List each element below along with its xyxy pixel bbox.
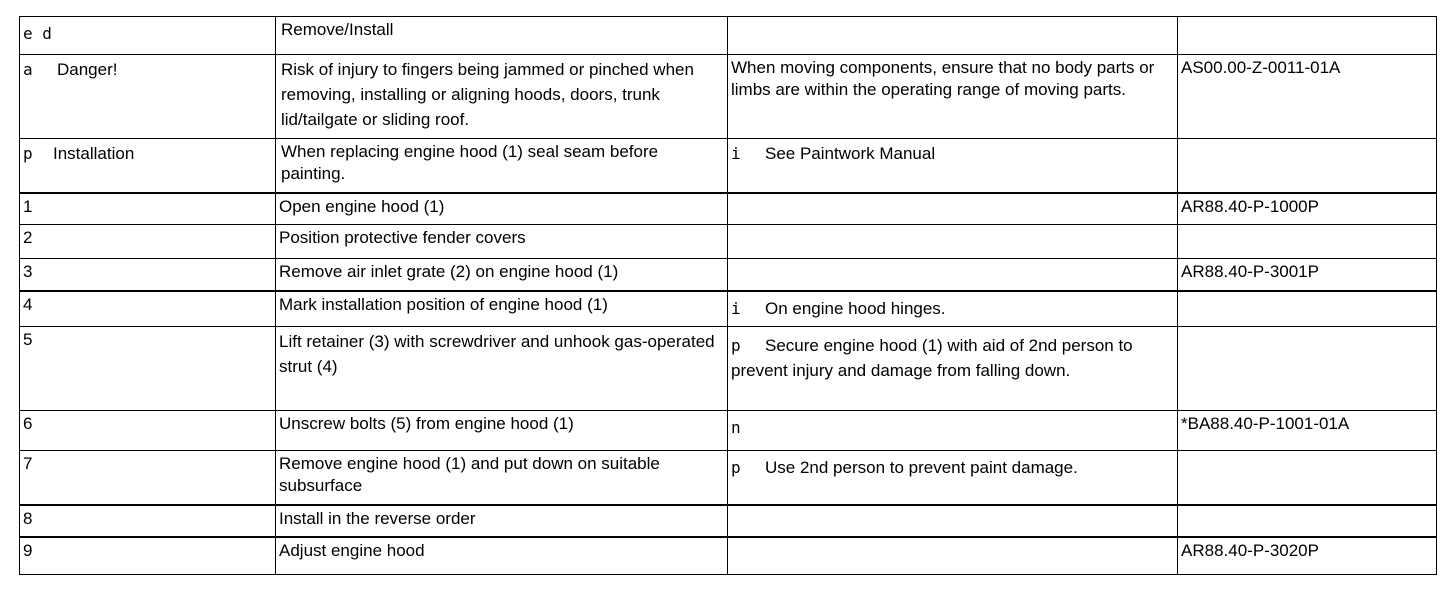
table-row <box>20 291 1437 327</box>
step-note-cell <box>728 537 1178 575</box>
step-text: Mark installation position of engine hood (1) <box>276 291 728 327</box>
table-row <box>20 411 1437 451</box>
step-text: Install in the reverse order <box>276 505 728 537</box>
danger-row <box>20 55 1437 139</box>
installation-text: When replacing engine hood (1) seal seam before painting. <box>276 139 728 193</box>
step-note: On engine hood hinges. <box>765 298 946 318</box>
table-row <box>20 537 1437 575</box>
step-number: 1 <box>20 193 276 225</box>
step-text: Open engine hood (1) <box>276 193 728 225</box>
step-number: 7 <box>20 451 276 505</box>
info-icon: i <box>731 298 741 318</box>
header-symbol-cell <box>20 17 276 55</box>
step-note-cell <box>728 505 1178 537</box>
step-text: Position protective fender covers <box>276 225 728 259</box>
step-number: 2 <box>20 225 276 259</box>
installation-empty-cell <box>1178 139 1437 193</box>
step-note-cell <box>728 327 1178 411</box>
installation-note: See Paintwork Manual <box>765 144 936 163</box>
danger-risk-text: Risk of injury to fingers being jammed or pinched when removing, installing or aligning hoods, doors, trunk lid/tailgate or sliding roof. <box>276 55 728 139</box>
step-reference <box>1178 291 1437 327</box>
step-reference: AR88.40-P-3020P <box>1178 537 1437 575</box>
step-text: Remove engine hood (1) and put down on suitable subsurface <box>276 451 728 505</box>
procedure-table <box>19 16 1437 575</box>
step-note-cell <box>728 451 1178 505</box>
header-empty-cell <box>1178 17 1437 55</box>
caution-icon: p <box>731 336 741 355</box>
step-note: Use 2nd person to prevent paint damage. <box>765 458 1078 477</box>
danger-reference: AS00.00-Z-0011-01A <box>1178 55 1437 139</box>
step-note-cell <box>728 225 1178 259</box>
note-n-icon: n <box>731 418 741 437</box>
step-note-cell <box>728 193 1178 225</box>
danger-measure-text: When moving components, ensure that no body parts or limbs are within the operating range of moving parts. <box>728 55 1178 139</box>
table-row <box>20 225 1437 259</box>
table-row <box>20 505 1437 537</box>
header-row <box>20 17 1437 55</box>
remove-install-symbol-icon: e d <box>23 24 52 43</box>
installation-label: Installation <box>53 144 135 163</box>
step-reference <box>1178 225 1437 259</box>
step-reference: AR88.40-P-3001P <box>1178 259 1437 291</box>
step-number: 4 <box>20 291 276 327</box>
danger-icon: a <box>23 60 33 79</box>
step-text: Adjust engine hood <box>276 537 728 575</box>
danger-label: Danger! <box>57 60 118 79</box>
installation-note-cell <box>728 139 1178 193</box>
step-number: 6 <box>20 411 276 451</box>
step-note-cell <box>728 411 1178 451</box>
step-number: 8 <box>20 505 276 537</box>
step-note-cell <box>728 291 1178 327</box>
installation-row <box>20 139 1437 193</box>
danger-label-cell <box>20 55 276 139</box>
step-text: Lift retainer (3) with screwdriver and unhook gas-operated strut (4) <box>276 327 728 411</box>
table-row <box>20 327 1437 411</box>
step-number: 5 <box>20 327 276 411</box>
step-reference <box>1178 505 1437 537</box>
step-reference <box>1178 451 1437 505</box>
step-number: 3 <box>20 259 276 291</box>
table-row <box>20 451 1437 505</box>
step-reference <box>1178 327 1437 411</box>
step-note: Secure engine hood (1) with aid of 2nd person to prevent injury and damage from falling down. <box>731 336 1133 380</box>
table-row <box>20 193 1437 225</box>
step-note-cell <box>728 259 1178 291</box>
step-reference: *BA88.40-P-1001-01A <box>1178 411 1437 451</box>
header-title: Remove/Install <box>276 17 728 55</box>
step-text: Unscrew bolts (5) from engine hood (1) <box>276 411 728 451</box>
header-empty-cell <box>728 17 1178 55</box>
info-icon: i <box>731 144 741 163</box>
installation-note-icon: p <box>23 144 33 163</box>
step-number: 9 <box>20 537 276 575</box>
step-text: Remove air inlet grate (2) on engine hood (1) <box>276 259 728 291</box>
caution-icon: p <box>731 458 741 477</box>
table-row <box>20 259 1437 291</box>
step-reference: AR88.40-P-1000P <box>1178 193 1437 225</box>
installation-label-cell <box>20 139 276 193</box>
